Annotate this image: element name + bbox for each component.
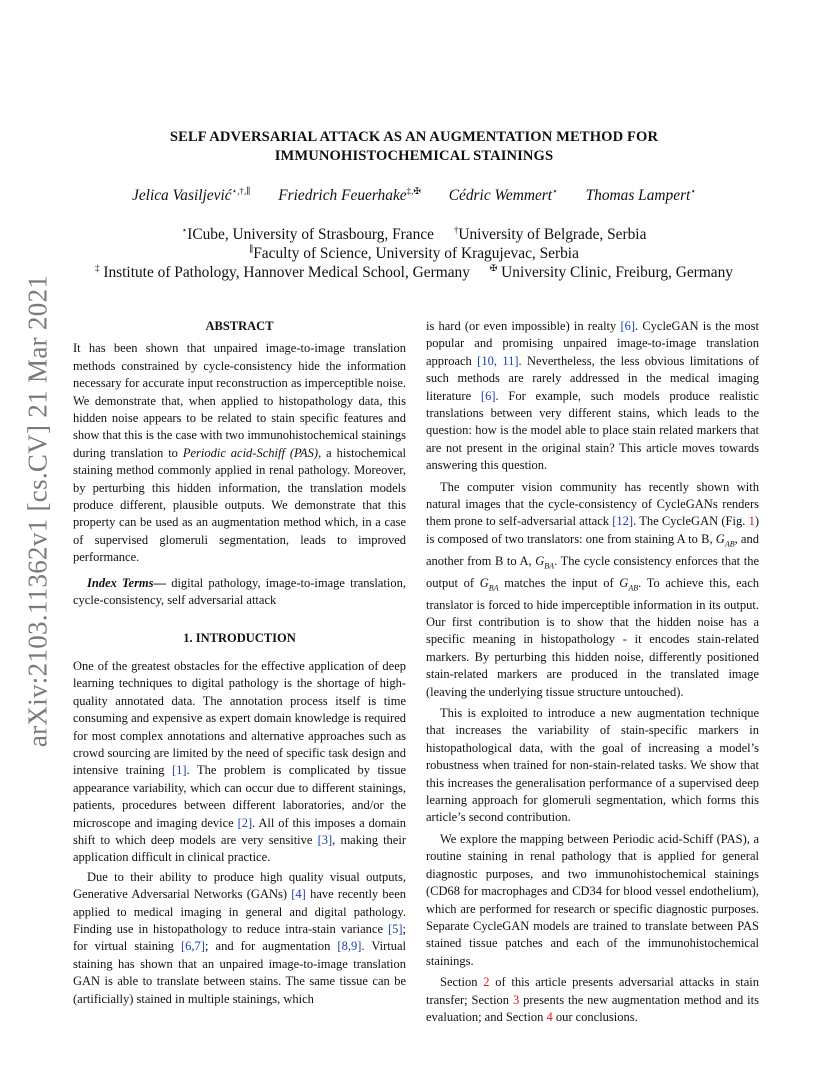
abstract-paragraph: It has been shown that unpaired image-to-image translation methods constrained by cycle-consistency hide the information necessary for accurate input reconstruction as imperceptible noise. We demonstrate that, when applied to histopathology data, this hidden noise appears to be related to stain specific features and show that this is the case with two immunohistochemical stainings during translation to Periodic acid-Schiff (PAS), a histochemical staining method commonly applied in renal pathology. Moreover, by perturbing this hidden information, the translation models produce different, plausible outputs. We demonstrate that this property can be used as an augmentation method which, in a case of supervised glomeruli segmentation, leads to improved performance. [73, 341, 406, 565]
intro-paragraph-6: We explore the mapping between Periodic acid-Schiff (PAS), a routine staining in renal pathology that is applied for general diagnostic purposes, and two immunohistochemical stainings (CD68 for macrophages and CD34 for blood vessel endothelium), which are performed for research or specific diagnostic purposes. Separate CycleGAN models are trained to translate between PAS stained tissue patches and each of the immunohistochemical stainings. [426, 831, 759, 968]
figure-reference-link[interactable]: 1 [748, 514, 755, 529]
index-terms-label: Index Terms— [87, 575, 167, 590]
title-line-1: SELF ADVERSARIAL ATTACK AS AN AUGMENTATION METHOD FOR [169, 129, 659, 145]
citation-link[interactable]: [12] [612, 514, 634, 529]
author-1: Jelica Vasiljević⋆,†,∥ [132, 186, 251, 205]
citation-link[interactable]: [6] [620, 319, 636, 333]
citation-link[interactable]: [1] [172, 763, 187, 778]
citation-link[interactable]: [4] [291, 887, 306, 902]
affiliation-hannover: ‡ Institute of Pathology, Hannover Medical School, Germany [94, 263, 470, 282]
intro-paragraph-2: Due to their ability to produce high quality visual outputs, Generative Adversarial Networks (GANs) [4] have recently been applied to medical imaging in general and digital pathology. Finding use in histopathology to reduce intra-stain variance [5]; for virtual staining [6,7]; and for augmentation [8,9]. Virtual staining has shown that an unpaired image-to-image translation GAN is able to translate between stains. The same tissue can be (artificially) stained in multiple stainings, which [73, 869, 406, 1006]
intro-paragraph-7: Section 2 of this article presents adversarial attacks in stain transfer; Section 3 presents the new augmentation method and its evaluation; and Section 4 our conclusions. [426, 975, 759, 1024]
arxiv-identifier: arXiv:2103.11362v1 [cs.CV] 21 Mar 2021 [22, 274, 53, 748]
intro-paragraph-4: The computer vision community has recently shown with natural images that the cycle-consistency of CycleGANs renders them prone to self-adversarial attack [12]. The CycleGAN (Fig. 1) is composed of two translators: one from staining A to B, $G_{AB}$, and another from B to A, $G_{BA}$. The cycle consistency enforces that the output of $G_{BA}$ matches the input of $G_{AB}$. To achieve this, each translator is forced to hide imperceptible information in its output. Our first contribution is to show that the hidden noise has a specific meaning in histopathology - it encodes stain-related markers. By perturbing this hidden noise, differently positioned stain-related markers are produced in the translated image (leaving the underlying tissue structure untouched). [426, 479, 759, 699]
left-column [73, 318, 406, 1008]
affiliation-strasbourg: ⋆ICube, University of Strasbourg, France [181, 225, 434, 244]
intro-paragraph-1: One of the greatest obstacles for the effective application of deep learning techniques to digital pathology is the shortage of high-quality annotated data. The annotation process itself is time consuming and expensive as expert domain knowledge is required for most complex annotations and alternative approaches such as crowd sourcing are limited by the need of specific task design and intensive training [1]. The problem is complicated by tissue appearance variability, which can occur due to different stainings, patients, procedures between different laboratories, and/or the microscope and imaging device [2]. All of this imposes a domain shift to which deep models are very sensitive [3], making their application difficult in clinical practice. [73, 658, 406, 865]
affiliation-line-1 [60, 225, 768, 244]
abstract-heading: ABSTRACT [205, 319, 274, 333]
citation-link[interactable]: [8,9] [337, 939, 362, 954]
citation-link[interactable]: [2] [237, 815, 253, 830]
index-terms: Index Terms— digital pathology, image-to-image translation, cycle-consistency, self adversarial attack [73, 575, 406, 608]
citation-link[interactable]: [10, 11] [477, 353, 519, 368]
citation-link[interactable]: [5] [387, 922, 403, 936]
arxiv-sidebar [18, 274, 58, 748]
affiliation-line-2 [60, 244, 768, 263]
section-reference-link[interactable]: 2 [483, 975, 490, 990]
affiliation-freiburg: ✠ University Clinic, Freiburg, Germany [489, 263, 733, 282]
intro-paragraph-5: This is exploited to introduce a new augmentation technique that increases the variability of stain-specific markers in histopathological data, with the goal of increasing a model’s robustness when trained for non-stain-related tasks. We show that this increases the generalisation performance of a supervised deep learning approach for glomeruli segmentation, which forms this article’s second contribution. [426, 706, 759, 825]
title-line-2: IMMUNOHISTOCHEMICAL STAININGS [274, 148, 554, 164]
citation-link[interactable]: [3] [317, 832, 333, 847]
intro-heading: 1. INTRODUCTION [183, 630, 296, 645]
affiliation-line-3 [60, 263, 768, 282]
author-2: Friedrich Feuerhake‡,✠ [278, 186, 421, 205]
author-3: Cédric Wemmert⋆ [448, 186, 558, 205]
author-4: Thomas Lampert⋆ [585, 186, 696, 205]
citation-link[interactable]: [6,7] [181, 939, 205, 954]
citation-link[interactable]: [6] [480, 388, 496, 403]
right-column [426, 318, 759, 1026]
affiliation-kragujevac: ∥Faculty of Science, University of Kragujevac, Serbia [249, 244, 579, 263]
paper-title [90, 128, 738, 166]
intro-paragraph-3: is hard (or even impossible) in realty [6]. CycleGAN is the most popular and promising unpaired image-to-image translation approach [10, 11]. Nevertheless, the less obvious limitations of such methods are rarely addressed in the medical imaging literature [6]. For example, such models produce realistic translations between very different stains, which leads to the question: how is the model able to place stain related markers that are not present in the original stain? This article moves towards answering this question. [426, 319, 759, 473]
affiliation-belgrade: †University of Belgrade, Serbia [453, 225, 647, 244]
author-list [80, 186, 748, 205]
section-reference-link[interactable]: 4 [546, 1009, 553, 1024]
section-reference-link[interactable]: 3 [512, 992, 520, 1007]
